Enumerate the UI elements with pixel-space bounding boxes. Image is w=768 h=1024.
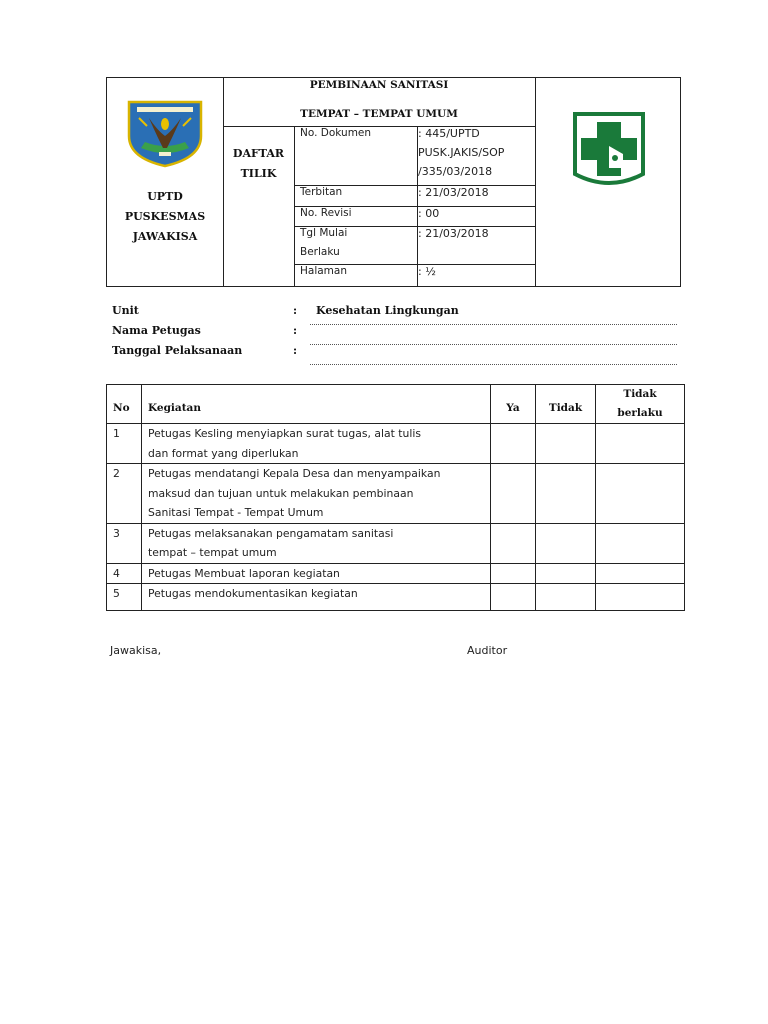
document-header: [106, 77, 681, 287]
kegiatan-line: Petugas mendatangi Kepala Desa dan menyampaikan: [148, 467, 441, 480]
meta-label-no-revisi: No. Revisi: [300, 207, 352, 219]
cell-ya[interactable]: [491, 424, 536, 464]
meta-value-tgl-mulai: : 21/03/2018: [418, 227, 489, 240]
meta-value-no-dokumen: PUSK.JAKIS/SOP: [418, 146, 505, 159]
kegiatan-line: tempat – tempat umum: [148, 546, 277, 559]
meta-label-tgl-mulai: Tgl Mulai: [300, 227, 348, 239]
unit-label: Unit: [112, 304, 139, 317]
col-header-ya: Ya: [491, 385, 536, 424]
meta-label-halaman: Halaman: [300, 265, 347, 277]
table-row: [107, 523, 685, 563]
puskesmas-logo: [571, 110, 647, 192]
cell-tidak[interactable]: [536, 584, 596, 611]
cell-ya[interactable]: [491, 523, 536, 563]
table-row: [107, 464, 685, 524]
row-no: 2: [107, 464, 142, 524]
meta-value-no-dokumen: /335/03/2018: [418, 165, 493, 178]
kegiatan-line: Sanitasi Tempat - Tempat Umum: [148, 506, 324, 519]
kegiatan-line: Petugas mendokumentasikan kegiatan: [148, 587, 358, 600]
meta-label-no-dokumen: No. Dokumen: [300, 127, 372, 139]
kegiatan-line: Petugas melaksanakan pengamatam sanitasi: [148, 526, 394, 540]
unit-underline: [310, 324, 677, 325]
row-no: 1: [107, 424, 142, 464]
row-kegiatan: [142, 563, 491, 584]
col-header-kegiatan: Kegiatan: [142, 385, 491, 424]
footer-place: Jawakisa,: [110, 644, 162, 657]
cell-tidak-berlaku[interactable]: [596, 584, 685, 611]
table-row: [107, 563, 685, 584]
cell-tidak-berlaku[interactable]: [596, 424, 685, 464]
document-title-line2: TEMPAT – TEMPAT UMUM: [300, 108, 458, 120]
col-header-tidak-berlaku: [596, 385, 685, 424]
meta-label-berlaku: Berlaku: [300, 246, 340, 258]
cell-tidak-berlaku[interactable]: [596, 563, 685, 584]
org-name-line: JAWAKISA: [132, 230, 198, 243]
doc-type-line: DAFTAR: [232, 147, 285, 160]
kegiatan-line: maksud dan tujuan untuk melakukan pembinaan: [148, 486, 414, 500]
header-line: Tidak: [623, 388, 657, 400]
unit-colon: :: [293, 304, 298, 317]
meta-value-halaman: : ½: [418, 265, 436, 278]
cell-tidak[interactable]: [536, 523, 596, 563]
row-kegiatan: [142, 584, 491, 611]
row-kegiatan: [142, 523, 491, 563]
row-no: 4: [107, 563, 142, 584]
meta-label-terbitan: Terbitan: [300, 186, 343, 198]
kegiatan-line: dan format yang diperlukan: [148, 446, 299, 460]
cell-tidak[interactable]: [536, 464, 596, 524]
kegiatan-line: Petugas Kesling menyiapkan surat tugas, alat tulis: [148, 427, 421, 440]
table-row: [107, 424, 685, 464]
doc-type-line: TILIK: [240, 167, 277, 180]
kegiatan-line: Petugas Membuat laporan kegiatan: [148, 566, 340, 580]
cell-ya[interactable]: [491, 563, 536, 584]
cell-tidak-berlaku[interactable]: [596, 464, 685, 524]
row-kegiatan: [142, 424, 491, 464]
footer-auditor: Auditor: [467, 644, 508, 657]
tanggal-colon: :: [293, 344, 298, 357]
cell-tidak-berlaku[interactable]: [596, 523, 685, 563]
row-kegiatan: [142, 464, 491, 524]
petugas-label: Nama Petugas: [112, 324, 201, 337]
tanggal-field[interactable]: [310, 364, 677, 365]
table-header-row: [107, 385, 685, 424]
petugas-colon: :: [293, 324, 298, 337]
meta-value-no-revisi: : 00: [418, 207, 440, 220]
cell-ya[interactable]: [491, 584, 536, 611]
cell-tidak[interactable]: [536, 424, 596, 464]
document-title-line1: PEMBINAAN SANITASI: [309, 79, 449, 91]
regency-emblem-logo: [125, 96, 205, 168]
col-header-no: No: [107, 385, 142, 424]
cell-ya[interactable]: [491, 464, 536, 524]
cell-tidak[interactable]: [536, 563, 596, 584]
table-row: [107, 584, 685, 611]
org-name-line: UPTD: [147, 190, 183, 203]
tanggal-label: Tanggal Pelaksanaan: [112, 344, 243, 357]
checklist-table: [106, 384, 685, 611]
header-line: berlaku: [617, 407, 663, 419]
petugas-field[interactable]: [310, 344, 677, 345]
org-name-line: PUSKESMAS: [124, 210, 206, 223]
meta-value-terbitan: : 21/03/2018: [418, 186, 489, 199]
row-no: 5: [107, 584, 142, 611]
col-header-tidak: Tidak: [536, 385, 596, 424]
meta-value-no-dokumen: : 445/UPTD: [418, 127, 480, 140]
unit-value: Kesehatan Lingkungan: [316, 304, 459, 317]
row-no: 3: [107, 523, 142, 563]
